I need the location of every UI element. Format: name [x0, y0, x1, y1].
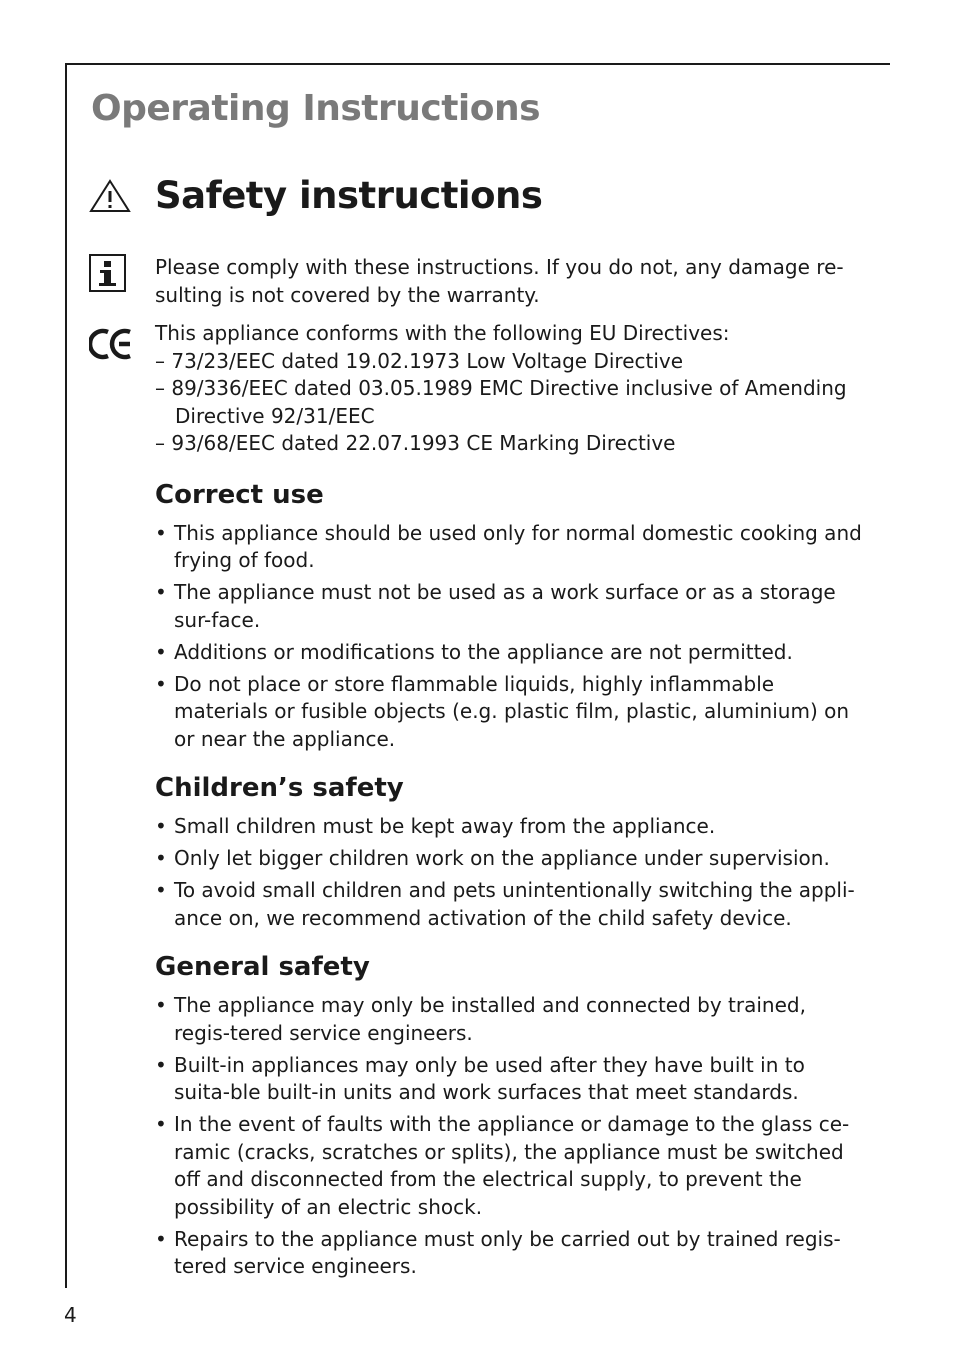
directive-item: – 89/336/EEC dated 03.05.1989 EMC Directive inclusive of Amending Directive 92/31/EEC [155, 376, 847, 428]
childrens-safety-list [155, 813, 867, 932]
list-item: • Repairs to the appliance must only be carried out by trained regis-tered service engineers. [155, 1226, 867, 1281]
list-item: • Only let bigger children work on the appliance under supervision. [155, 845, 867, 873]
correct-use-list [155, 520, 867, 754]
childrens-safety-heading: Children’s safety [155, 773, 404, 803]
directives-intro: This appliance conforms with the following EU Directives: [155, 321, 730, 345]
list-item: • Do not place or store flammable liquids, highly inflammable materials or fusible objects (e.g. plastic film, plastic, aluminium) on or near the appliance. [155, 671, 867, 754]
list-item: • Built-in appliances may only be used after they have built in to suita-ble built-in units and work surfaces that meet standards. [155, 1052, 867, 1107]
page-number: 4 [64, 1303, 77, 1327]
list-item: • Small children must be kept away from the appliance. [155, 813, 867, 841]
directive-item: – 93/68/EEC dated 22.07.1993 CE Marking Directive [155, 431, 676, 455]
list-item: • To avoid small children and pets unintentionally switching the appli-ance on, we recommend activation of the child safety device. [155, 877, 867, 932]
list-item: • The appliance must not be used as a work surface or as a storage sur-face. [155, 579, 867, 634]
info-icon [89, 254, 127, 294]
correct-use-heading: Correct use [155, 479, 324, 510]
warning-triangle-icon [89, 179, 131, 213]
list-item: • The appliance may only be installed and connected by trained, regis-tered service engineers. [155, 992, 867, 1047]
general-safety-list [155, 992, 867, 1281]
frame-top-rule [65, 63, 890, 65]
directive-item: – 73/23/EEC dated 19.02.1973 Low Voltage Directive [155, 348, 684, 373]
list-item: • Additions or modifications to the appliance are not permitted. [155, 639, 867, 667]
list-item: • In the event of faults with the appliance or damage to the glass ce-ramic (cracks, scratches or splits), the appliance must be switched off and disconnected from the electrical supply, to prevent the possibility of an electric shock. [155, 1111, 867, 1221]
safety-content [155, 254, 867, 1285]
frame-left-rule [65, 63, 67, 1288]
ce-mark-icon [89, 326, 133, 362]
list-item: • This appliance should be used only for normal domestic cooking and frying of food. [155, 520, 867, 575]
safety-instructions-title: Safety instructions [155, 174, 543, 217]
page-header-title: Operating Instructions [91, 88, 541, 129]
warranty-note: Please comply with these instructions. If you do not, any damage re-sulting is not covered by the warranty. [155, 255, 844, 307]
general-safety-heading: General safety [155, 952, 370, 982]
